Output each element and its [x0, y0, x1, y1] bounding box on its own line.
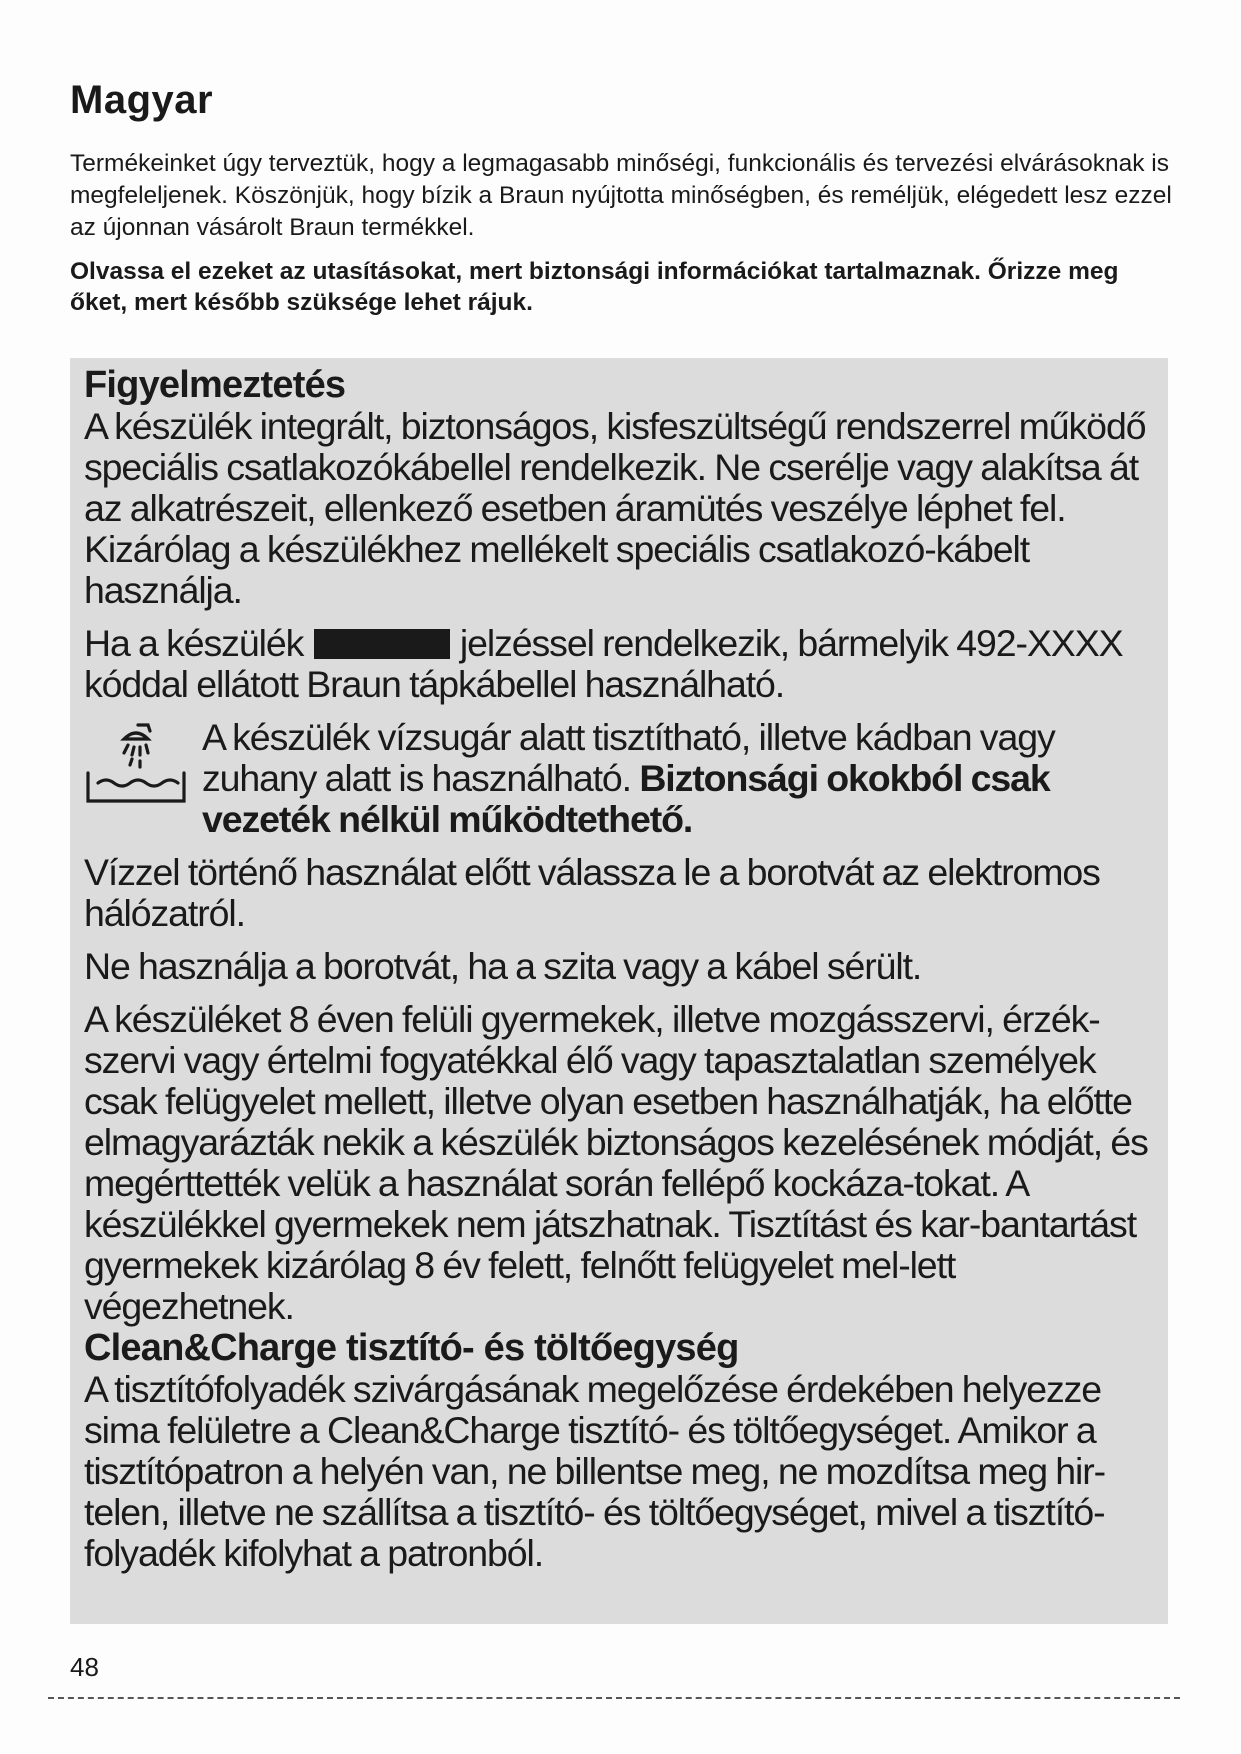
- clean-charge-paragraph: A tisztítófolyadék szivárgásának megelőzése érdekében helyezze sima felületre a Clean&Charge tisztító- és töltőegységet. Amikor a tisztítópatron a helyén van, ne billentse meg, ne mozdítsa meg hir-telen, illetve ne szállítsa a tisztító- és töltőegységet, mivel a tisztító-folyadék kifolyhat a patronból.: [84, 1368, 1106, 1574]
- warning-content: [84, 364, 1154, 1574]
- page-heading: Magyar: [70, 78, 214, 122]
- safety-notice: Olvassa el ezeket az utasításokat, mert biztonsági információkat tartalmaznak. Őrizze meg őket, mert később szüksége lehet rájuk.: [70, 258, 1119, 316]
- warning-paragraph-water: Vízzel történő használat előtt válassza le a borotvát az elektromos hálózatról.: [84, 851, 1100, 934]
- marking-text-before: Ha a készülék: [84, 622, 304, 664]
- shower-usage-bold: Biztonsági okokból csak vezeték nélkül működtethető.: [202, 757, 1050, 840]
- shower-usage-row: [84, 717, 1154, 840]
- warning-paragraph-damage: Ne használja a borotvát, ha a szita vagy a kábel sérült.: [84, 945, 922, 987]
- clean-charge-title: Clean&Charge tisztító- és töltőegység: [84, 1327, 739, 1369]
- warning-paragraph-marking: [84, 623, 1154, 705]
- footer-divider: [48, 1697, 1180, 1699]
- warning-paragraph-children: A készüléket 8 éven felüli gyermekek, illetve mozgásszervi, érzék-szervi vagy értelmi fogyatékkal élő vagy tapasztalatlan személyek csak felügyelet mellett, illetve olyan esetben használhatják, ha előtte elmagyarázták nekik a készülék biztonságos kezelésének módját, és megérttették velük a használat során fellépő kockáza-tokat. A készülékkel gyermekek nem játszhatnak. Tisztítást és kar-bantartást gyermekek kizárólag 8 év felett, felnőtt felügyelet mel-lett végezhetnek.: [84, 998, 1148, 1327]
- warning-title: Figyelmeztetés: [84, 364, 346, 406]
- intro-paragraph: Termékeinket úgy terveztük, hogy a legmagasabb minőségi, funkcionális és tervezési elvárásoknak is megfeleljenek. Köszönjük, hogy bízik a Braun nyújtotta minőségben, és reméljük, elégedett lesz ezzel az újonnan vásárolt Braun termékkel.: [70, 150, 1172, 241]
- warning-paragraph-cable: A készülék integrált, biztonságos, kisfeszültségű rendszerrel működő speciális csatlakozókábellel rendelkezik. Ne cserélje vagy alakítsa át az alkatrészeit, ellenkező esetben áramütés veszélye léphet fel. Kizárólag a készülékhez mellékelt speciális csatlakozó-kábelt használja.: [84, 405, 1146, 611]
- page-number: 48: [70, 1652, 99, 1682]
- shower-usage-text: [202, 717, 1154, 840]
- marking-text-after: jelzéssel rendelkezik, bármelyik 492-XXXX kóddal ellátott Braun tápkábellel használható.: [84, 622, 1123, 705]
- shower-usage-plain: A készülék vízsugár alatt tisztítható, illetve kádban vagy zuhany alatt is használható.: [202, 716, 1055, 799]
- warning-box: [70, 358, 1168, 1624]
- redacted-mark: [314, 629, 450, 659]
- shower-bath-icon: [84, 717, 188, 813]
